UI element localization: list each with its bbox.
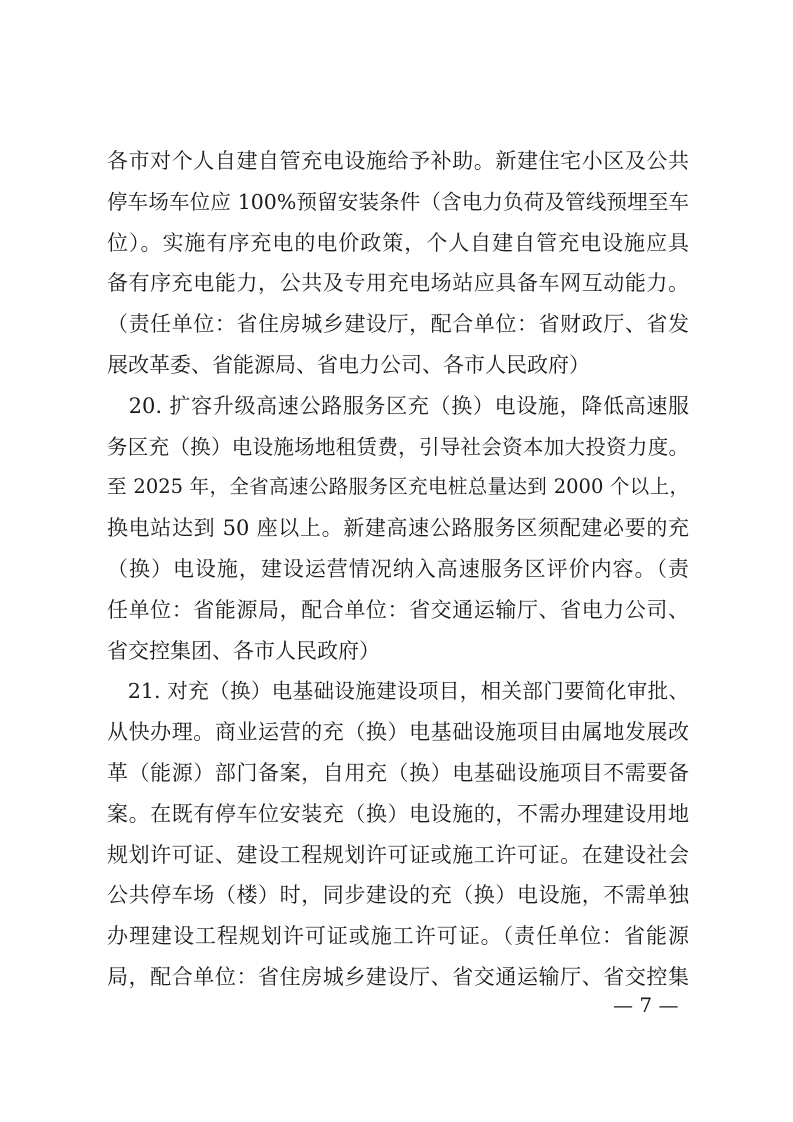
text-line: 20. 扩容升级高速公路服务区充（换）电设施，降低高速服 — [107, 393, 689, 418]
text-line: （换）电设施，建设运营情况纳入高速服务区评价内容。（责 — [107, 556, 689, 581]
text-line: 务区充（换）电设施场地租赁费，引导社会资本加大投资力度。 — [107, 434, 689, 459]
text-line: 公共停车场（楼）时，同步建设的充（换）电设施，不需单独 — [107, 883, 689, 908]
text-line: 换电站达到 50 座以上。新建高速公路服务区须配建必要的充 — [107, 516, 689, 541]
text-line: 任单位：省能源局，配合单位：省交通运输厅、省电力公司、 — [107, 597, 689, 622]
text-line: 省交控集团、各市人民政府） — [107, 638, 380, 663]
text-line: 从快办理。商业运营的充（换）电基础设施项目由属地发展改 — [107, 720, 689, 745]
text-line: 至 2025 年，全省高速公路服务区充电桩总量达到 2000 个以上， — [107, 475, 689, 499]
text-line: 规划许可证、建设工程规划许可证或施工许可证。在建设社会 — [107, 842, 689, 867]
text-line: （责任单位：省住房城乡建设厅，配合单位：省财政厅、省发 — [107, 312, 689, 337]
text-line: 革（能源）部门备案，自用充（换）电基础设施项目不需要备 — [107, 760, 689, 785]
text-line: 21. 对充（换）电基础设施建设项目，相关部门要简化审批、 — [107, 679, 689, 704]
text-line: 办理建设工程规划许可证或施工许可证。（责任单位：省能源 — [107, 924, 689, 949]
text-line: 局，配合单位：省住房城乡建设厅、省交通运输厅、省交控集 — [107, 964, 689, 989]
text-line: 案。在既有停车位安装充（换）电设施的，不需办理建设用地 — [107, 801, 689, 826]
text-line: 展改革委、省能源局、省电力公司、各市人民政府） — [107, 352, 590, 377]
text-line: 位）。实施有序充电的电价政策，个人自建自管充电设施应具 — [107, 230, 689, 255]
text-line: 停车场车位应 100%预留安装条件（含电力负荷及管线预埋至车 — [107, 189, 689, 214]
page-number: — 7 — — [613, 993, 679, 1017]
text-line: 各市对个人自建自管充电设施给予补助。新建住宅小区及公共 — [107, 149, 689, 173]
text-line: 备有序充电能力，公共及专用充电场站应具备车网互动能力。 — [107, 271, 689, 296]
document-body — [107, 141, 689, 998]
